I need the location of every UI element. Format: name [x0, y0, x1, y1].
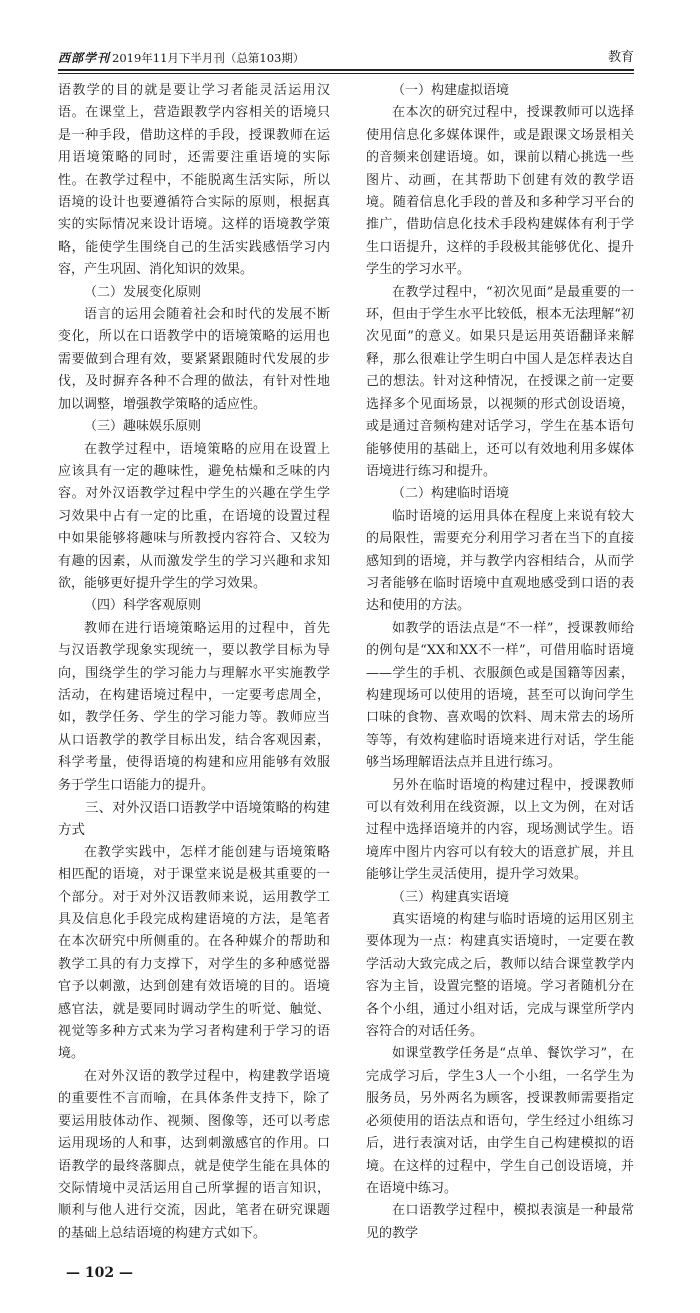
paragraph: 在教学过程中，语境策略的应用在设置上应该具有一定的趣味性，避免枯燥和乏味的内容。对外汉语教学过程中学生的兴趣在学生学习效果中占有一定的比重，在语境的设置过程中如果能够将趣味与所教授内容符合、又较为有趣的因素，从而激发学生的学习兴趣和求知欲，能够更好提升学生的学习效果。: [58, 441, 330, 591]
subheading: （三）趣味娱乐原则: [84, 419, 202, 435]
left-column: [58, 80, 330, 1245]
subheading: （一）构建虚拟语境: [392, 83, 510, 98]
right-column: [366, 80, 634, 1245]
paragraph: 真实语境的构建与临时语境的运用区别主要体现为一点：构建真实语境时，一定要在教学活动大致完成之后，教师以结合课堂教学内容为主旨，设置完整的语境。学习者随机分在各个小组，通过小组对话，完成与课堂所学内容符合的对话任务。: [366, 912, 634, 1040]
paragraph: 如课堂教学任务是“点单、餐饮学习”，在完成学习后，学生3人一个小组，一名学生为服务员，另外两名为顾客，授课教师需要指定必须使用的语法点和语句，学生经过小组练习后，进行表演对话，由学生自己构建模拟的语境。在这样的过程中，学生自己创设语境，并在语境中练习。: [366, 1046, 634, 1196]
paragraph: 在口语教学过程中，模拟表演是一种最常见的教学: [366, 1203, 634, 1241]
paragraph: 语言的运用会随着社会和时代的发展不断变化，所以在口语教学中的语境策略的运用也需要做到合理有效，要紧紧跟随时代发展的步伐，及时摒弃各种不合理的做法，有针对性地加以调整，增强教学策略的适应性。: [58, 307, 330, 412]
paragraph: 在本次的研究过程中，授课教师可以选择使用信息化多媒体课件，或是跟课文场景相关的音频来创建语境。如，课前以精心挑选一些图片、动画，在其帮助下创建有效的教学语境。随着信息化手段的普及和多种学习平台的推广，借助信息化技术手段构建媒体有利于学生口语提升，这样的手段极其能够优化、提升学生的学习水平。: [366, 105, 634, 278]
paragraph: 教师在进行语境策略运用的过程中，首先与汉语教学现象实现统一，要以教学目标为导向，围绕学生的学习能力与理解水平实施教学活动，在构建语境过程中，一定要考虑周全，如，教学任务、学生的学习能力等。教师应当从口语教学的教学目标出发，结合客观因素，科学考量，使得语境的构建和应用能够有效服务于学生口语能力的提升。: [58, 620, 330, 793]
journal-logo: 西部学刊: [58, 51, 111, 65]
subheading: （三）构建真实语境: [392, 889, 510, 905]
running-header: [58, 0, 634, 66]
paragraph: 在对外汉语的教学过程中，构建教学语境的重要性不言而喻，在具体条件支持下，除了要运用肢体动作、视频、图像等，还可以考虑运用现场的人和事，达到刺激感官的作用。口语教学的最终落脚点，就是使学生能在具体的交际情境中灵活运用自己所掌握的语言知识，顺利与他人进行交流，因此，笔者在研究课题的基础上总结语境的构建方式如下。: [58, 1068, 330, 1241]
subheading: （二）发展变化原则: [84, 284, 202, 300]
subheading: （四）科学客观原则: [84, 598, 202, 614]
paragraph: 临时语境的运用具体在程度上来说有较大的局限性，需要充分利用学习者在当下的直接感知到的语境，并与教学内容相结合，从而学习者能够在临时语境中直观地感受到口语的表达和使用的方法。: [366, 508, 634, 614]
paragraph: 如教学的语法点是“不一样”，授课教师给的例句是“XX和XX不一样”，可借用临时语境——学生的手机、衣服颜色或是国籍等因素，构建现场可以使用的语境，甚至可以询问学生口味的食物、喜欢喝的饮料、周末常去的场所等等，有效构建临时语境来进行对话，学生能够当场理解语法点并且进行练习。: [366, 620, 634, 771]
header-rule: [58, 69, 634, 74]
body-columns: [58, 80, 634, 1245]
page-number: — 102 —: [66, 1265, 133, 1282]
paragraph: 语教学的目的就是要让学习者能灵活运用汉语。在课堂上，营造跟教学内容相关的语境只是一种手段，借助这样的手段，授课教师在运用语境策略的同时，还需要注重语境的实际性。在教学过程中，不能脱离生活实际，所以语境的设计也要遵循符合实际的原则，根据真实的实际情况来设计语境。这样的语境教学策略，能使学生围绕自己的生活实践感悟学习内容，产生巩固、消化知识的效果。: [58, 83, 330, 278]
paragraph: 另外在临时语境的构建过程中，授课教师可以有效利用在线资源，以上文为例，在对话过程中选择语境并的内容，现场测试学生。语境库中图片内容可以有较大的语意扩展，并且能够让学生灵活使用，提升学习效果。: [366, 777, 634, 883]
paragraph: 在教学实践中，怎样才能创建与语境策略相匹配的语境，对于课堂来说是极其重要的一个部分。对于对外汉语教师来说，运用教学工具及信息化手段完成构建语境的方法，是笔者在本次研究中所侧重的。在各种媒介的帮助和教学工具的有力支撑下，对学生的多种感觉器官予以刺激，达到创建有效语境的目的。语境感官法，就是要同时调动学生的听觉、触觉、视觉等多种方式来为学习者构建利于学习的语境。: [58, 844, 330, 1062]
paragraph: 在教学过程中，“初次见面”是最重要的一环，但由于学生水平比较低，根本无法理解“初次见面”的意义。如果只是运用英语翻译来解释，那么很难让学生明白中国人是怎样表达自己的想法。针对这种情况，在授课之前一定要选择多个见面场景，以视频的形式创设语境，或是通过音频构建对话学习，学生在基本语句能够使用的基础上，还可以有效地利用多媒体语境进行练习和提升。: [366, 284, 634, 479]
subheading: （二）构建临时语境: [392, 486, 510, 502]
section-label: 教育: [607, 50, 634, 65]
issue-info: 2019年11月下半月刊（总第103期）: [112, 51, 305, 65]
section-heading: 三、对外汉语口语教学中语境策略的构建方式: [58, 800, 330, 839]
